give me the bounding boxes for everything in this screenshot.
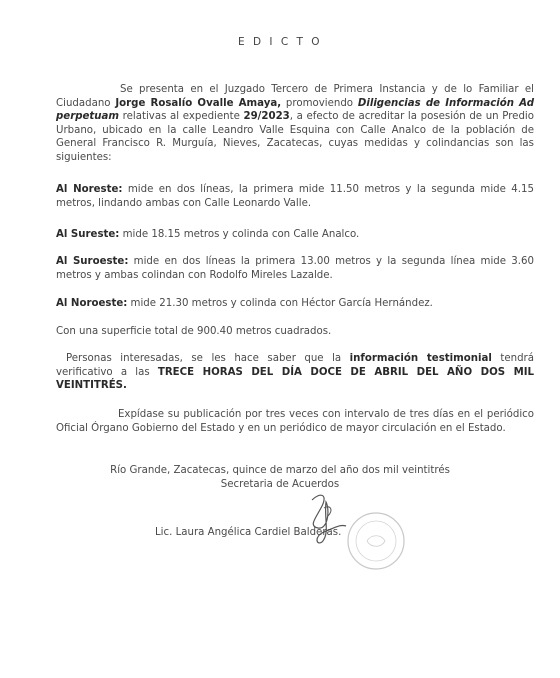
intro-text-1: Se presenta en el Juzgado Tercero de Primera Instancia y de lo Familiar el Ciudadano	[56, 84, 534, 109]
personas-text-2: tendrá verificativo a las	[56, 353, 534, 378]
suroeste-text: mide en dos líneas la primera 13.00 metros y la segunda línea mide 3.60 metros y ambas colindan con Rodolfo Mireles Lazalde.	[56, 256, 534, 281]
signer-name: Lic. Laura Angélica Cardiel Balderas.	[155, 527, 342, 538]
boundary-noreste	[56, 183, 534, 210]
expidase-paragraph: Expídase su publicación por tres veces con intervalo de tres días en el periódico Oficial Órgano Gobierno del Estado y en un periódico de mayor circulación en el Estado.	[56, 409, 534, 434]
place-date: Río Grande, Zacatecas, quince de marzo del año dos mil veintitrés	[110, 465, 450, 476]
intro-text-4: , a efecto de acreditar la posesión de un Predio Urbano, ubicado en la calle Leandro Valle Esquina con Calle Analco de la población de General Francisco R. Murguía, Nieves, Zacatecas, cuyas medidas y colindancias son las siguientes:	[56, 111, 534, 163]
sureste-text: mide 18.15 metros y colinda con Calle Analco.	[119, 229, 360, 240]
personas-text-1: Personas interesadas, se les hace saber que la	[66, 353, 350, 364]
place-date-block	[0, 464, 560, 491]
boundary-sureste	[56, 228, 534, 242]
document-title: E D I C T O	[237, 36, 322, 48]
diligencias-title: Diligencias de Información Ad perpetuam	[56, 97, 534, 123]
expediente-number: 29/2023	[243, 111, 290, 123]
noreste-text: mide en dos líneas, la primera mide 11.50 metros y la segunda mide 4.15 metros, lindando ambas con Calle Leonardo Valle.	[56, 184, 534, 209]
boundary-noroeste	[56, 297, 534, 311]
boundary-suroeste	[56, 255, 534, 282]
signer-role: Secretaria de Acuerdos	[220, 478, 340, 490]
official-seal	[345, 510, 407, 572]
hearing-date: TRECE HORAS DEL DÍA DOCE DE ABRIL DEL AÑO DOS MIL VEINTITRÉS.	[56, 366, 534, 392]
noroeste-text: mide 21.30 metros y colinda con Héctor García Hernández.	[127, 298, 433, 309]
sureste-label: Al Sureste:	[56, 229, 120, 240]
intro-text-2: promoviendo	[281, 97, 358, 109]
suroeste-label: Al Suroeste:	[56, 256, 129, 267]
applicant-name: Jorge Rosalío Ovalle Amaya,	[115, 97, 282, 109]
intro-text-3: relativas al expediente	[119, 111, 244, 123]
personas-paragraph	[56, 352, 534, 393]
intro-paragraph	[56, 83, 534, 165]
superficie-paragraph: Con una superficie total de 900.40 metros cuadrados.	[56, 326, 332, 337]
noroeste-label: Al Noroeste:	[56, 298, 128, 309]
noreste-label: Al Noreste:	[56, 184, 123, 195]
informacion-testimonial: información testimonial	[349, 353, 492, 364]
